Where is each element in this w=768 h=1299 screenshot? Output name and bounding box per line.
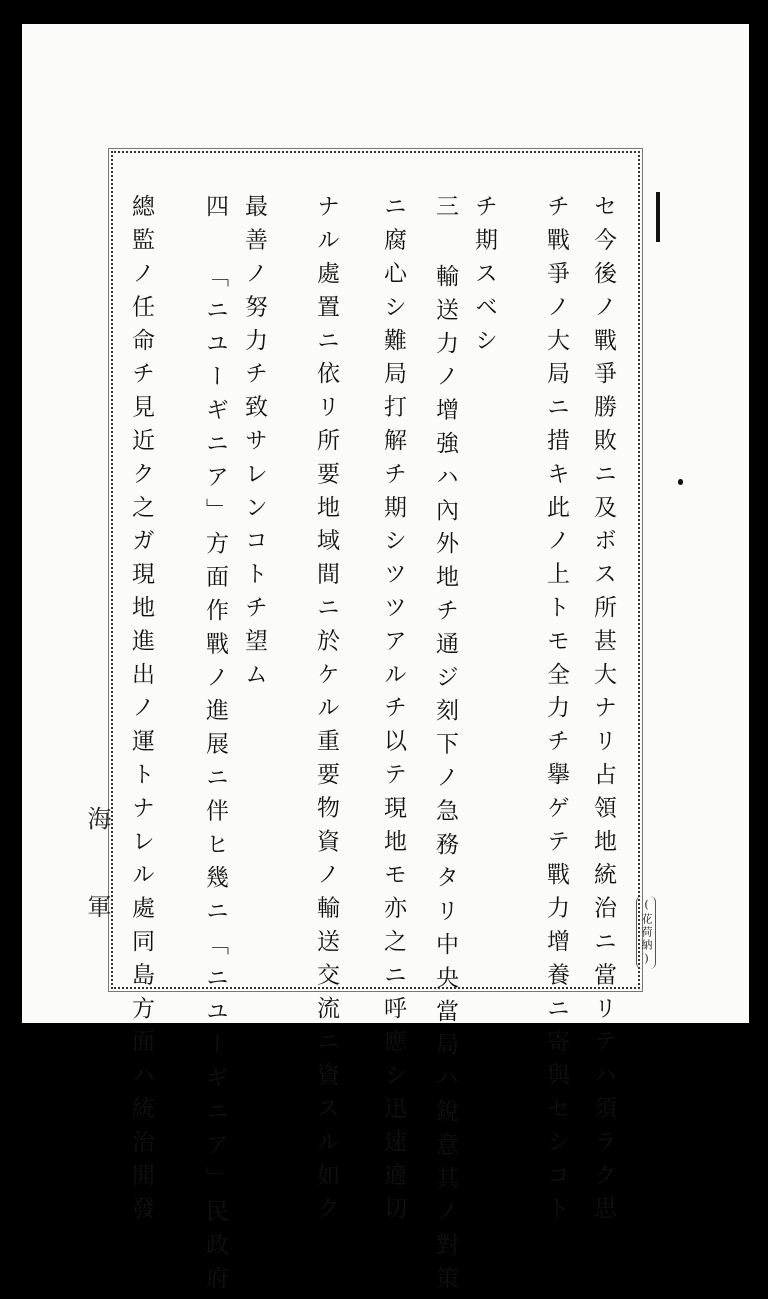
text-column-4: 三 輸送力ノ增強ハ內外地チ通ジ刻下ノ急務タリ中央當局ハ銳意其ノ對策: [432, 194, 458, 1299]
text-column-7: 最善ノ努力チ致サレンコトチ望ム: [241, 194, 267, 695]
text-column-9: 總監ノ任命チ見近ク之ガ現地進出ノ運トナレル處同島方面ハ統治開發: [128, 194, 154, 1230]
text-column-8: 四 「ニユーギニア」方面作戰ノ進展ニ伴ヒ幾ニ「ニユーギニア」民政府: [202, 194, 228, 1299]
text-column-6: ナル處置ニ依リ所要地域間ニ於ケル重要物資ノ輸送交流ニ資スル如ク: [313, 194, 339, 1230]
text-column-2: チ戰爭ノ大局ニ措キ此ノ上トモ全力チ擧ゲテ戰力增養ニ寄與セシコト: [543, 194, 569, 1230]
stamp-label: (花荷納): [636, 896, 656, 969]
text-column-1: セ今後ノ戰爭勝敗ニ及ボス所甚大ナリ占領地統治ニ當リテハ須ラク思: [590, 194, 616, 1230]
document-page: [22, 24, 749, 1299]
side-label: 海軍: [83, 806, 111, 982]
text-column-5: ニ腐心シ難局打解チ期シツツアルチ以テ現地モ亦之ニ呼應シ迅速適切: [380, 194, 406, 1230]
ink-dot: [678, 479, 683, 485]
ink-mark: [656, 192, 660, 242]
text-column-3: チ期スベシ: [471, 194, 497, 361]
